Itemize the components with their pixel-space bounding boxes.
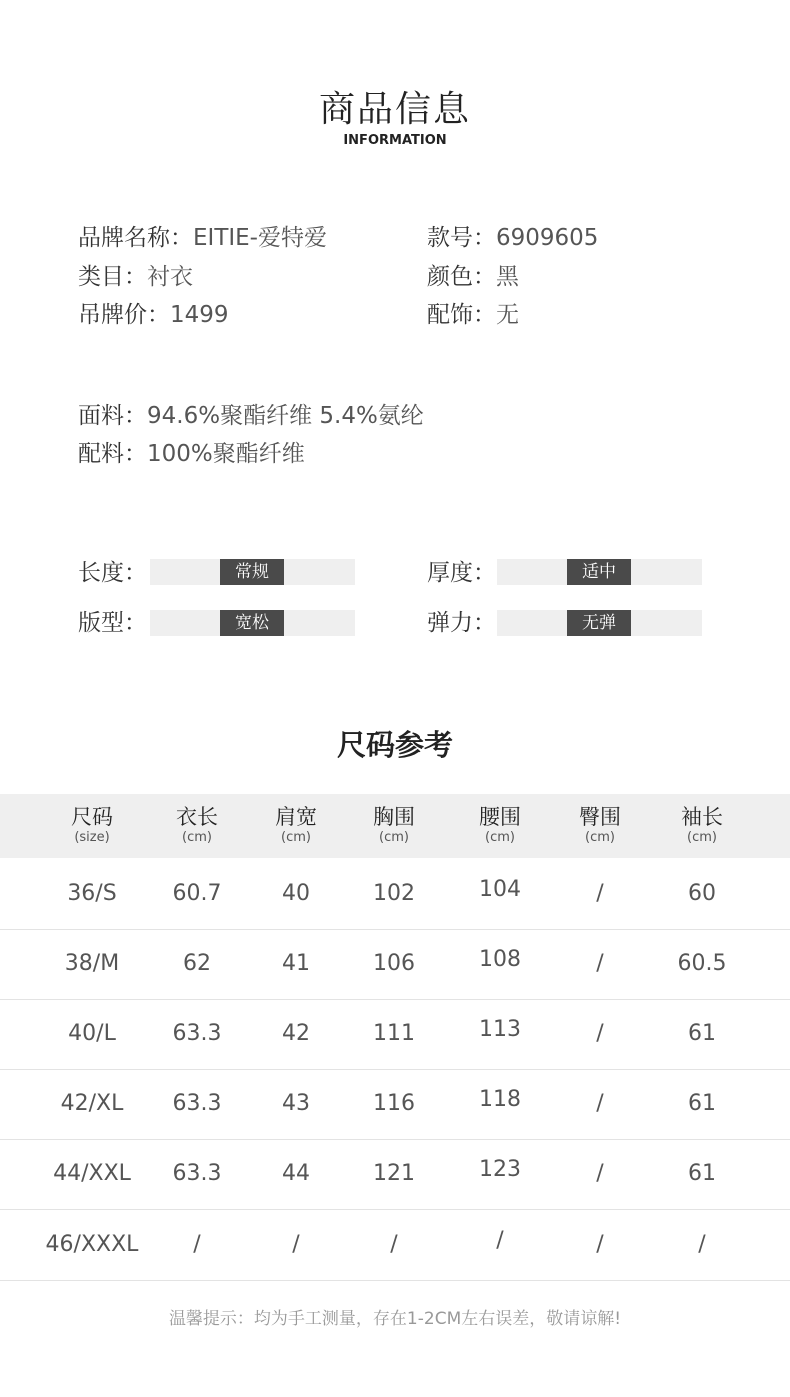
table-cell: 43 bbox=[282, 1091, 310, 1116]
table-cell: 123 bbox=[479, 1157, 521, 1182]
table-cell: 60.7 bbox=[172, 881, 222, 906]
thickness-tag: 适中 bbox=[567, 559, 631, 585]
table-cell: / bbox=[193, 1232, 201, 1257]
table-cell: / bbox=[390, 1232, 398, 1257]
table-row bbox=[0, 1139, 790, 1210]
table-cell: / bbox=[596, 1021, 604, 1046]
table-cell: / bbox=[596, 1161, 604, 1186]
lining-label: 配料： bbox=[78, 441, 147, 467]
category-value: 衬衣 bbox=[147, 264, 193, 290]
fabric-label: 面料： bbox=[78, 403, 147, 429]
table-row bbox=[0, 929, 790, 1000]
table-cell: 63.3 bbox=[172, 1021, 222, 1046]
table-cell: / bbox=[698, 1232, 706, 1257]
column-header: 尺码 (size) bbox=[71, 805, 113, 845]
size-table-header bbox=[0, 794, 790, 858]
table-cell: 104 bbox=[479, 877, 521, 902]
fit-tag: 宽松 bbox=[220, 610, 284, 636]
table-cell: 61 bbox=[688, 1091, 716, 1116]
brand-value: EITIE-爱特爱 bbox=[193, 225, 327, 251]
color-info bbox=[427, 262, 519, 292]
table-cell: 40/L bbox=[68, 1021, 116, 1046]
table-cell: 46/XXXL bbox=[45, 1232, 139, 1257]
table-cell: 102 bbox=[373, 881, 415, 906]
model-value: 6909605 bbox=[496, 225, 599, 251]
column-header: 胸围 (cm) bbox=[373, 805, 415, 845]
column-header: 衣长 (cm) bbox=[176, 805, 218, 845]
column-header: 肩宽 (cm) bbox=[275, 805, 317, 845]
table-cell: 44 bbox=[282, 1161, 310, 1186]
column-header: 臀围 (cm) bbox=[579, 805, 621, 845]
length-tag: 常规 bbox=[220, 559, 284, 585]
table-cell: 113 bbox=[479, 1017, 521, 1042]
accessory-label: 配饰： bbox=[427, 302, 496, 328]
lining-value: 100%聚酯纤维 bbox=[147, 441, 305, 467]
table-cell: 40 bbox=[282, 881, 310, 906]
lining-info bbox=[78, 439, 305, 469]
category-info bbox=[78, 262, 193, 292]
price-info bbox=[78, 300, 229, 330]
table-cell: 106 bbox=[373, 951, 415, 976]
elasticity-tag: 无弹 bbox=[567, 610, 631, 636]
accessory-info bbox=[427, 300, 519, 330]
category-label: 类目： bbox=[78, 264, 147, 290]
table-cell: 42/XL bbox=[60, 1091, 124, 1116]
length-label: 长度： bbox=[78, 560, 147, 586]
table-cell: 63.3 bbox=[172, 1091, 222, 1116]
fabric-value: 94.6%聚酯纤维 5.4%氨纶 bbox=[147, 403, 424, 429]
fit-label: 版型： bbox=[78, 610, 147, 636]
table-cell: 42 bbox=[282, 1021, 310, 1046]
column-header: 腰围 (cm) bbox=[479, 805, 521, 845]
table-cell: 38/M bbox=[64, 951, 120, 976]
model-info bbox=[427, 223, 598, 253]
table-cell: / bbox=[596, 881, 604, 906]
model-label: 款号： bbox=[427, 225, 496, 251]
page-title: 商品信息 bbox=[318, 89, 471, 130]
table-cell: / bbox=[496, 1228, 504, 1253]
table-cell: 111 bbox=[373, 1021, 415, 1046]
table-cell: 60 bbox=[688, 881, 716, 906]
fit-scale bbox=[150, 610, 355, 636]
table-cell: 63.3 bbox=[172, 1161, 222, 1186]
price-value: 1499 bbox=[170, 302, 229, 328]
table-cell: 61 bbox=[688, 1021, 716, 1046]
table-cell: / bbox=[596, 1232, 604, 1257]
elasticity-scale bbox=[497, 610, 702, 636]
measurement-note: 温馨提示：均为手工测量，存在1-2CM左右误差，敬请谅解! bbox=[168, 1309, 622, 1329]
fabric-info bbox=[78, 401, 424, 431]
length-scale bbox=[150, 559, 355, 585]
table-cell: 60.5 bbox=[677, 951, 727, 976]
price-label: 吊牌价： bbox=[78, 302, 170, 328]
table-row bbox=[0, 999, 790, 1070]
size-chart-title: 尺码参考 bbox=[336, 728, 453, 762]
table-cell: 62 bbox=[183, 951, 211, 976]
brand-label: 品牌名称： bbox=[78, 225, 193, 251]
table-cell: 118 bbox=[479, 1087, 521, 1112]
table-cell: 41 bbox=[282, 951, 310, 976]
color-label: 颜色： bbox=[427, 264, 496, 290]
brand-info bbox=[78, 223, 327, 253]
column-header: 袖长 (cm) bbox=[681, 805, 723, 845]
thickness-label: 厚度： bbox=[427, 560, 496, 586]
table-cell: / bbox=[596, 951, 604, 976]
table-cell: / bbox=[596, 1091, 604, 1116]
table-cell: 116 bbox=[373, 1091, 415, 1116]
elasticity-label: 弹力： bbox=[427, 610, 496, 636]
table-cell: 61 bbox=[688, 1161, 716, 1186]
accessory-value: 无 bbox=[496, 302, 519, 328]
thickness-scale bbox=[497, 559, 702, 585]
table-cell: 36/S bbox=[67, 881, 117, 906]
table-row bbox=[0, 859, 790, 930]
table-row bbox=[0, 1069, 790, 1140]
page-subtitle: INFORMATION bbox=[343, 133, 447, 148]
table-cell: / bbox=[292, 1232, 300, 1257]
table-cell: 108 bbox=[479, 947, 521, 972]
table-cell: 44/XXL bbox=[53, 1161, 131, 1186]
color-value: 黑 bbox=[496, 264, 519, 290]
table-cell: 121 bbox=[373, 1161, 415, 1186]
table-row bbox=[0, 1210, 790, 1281]
